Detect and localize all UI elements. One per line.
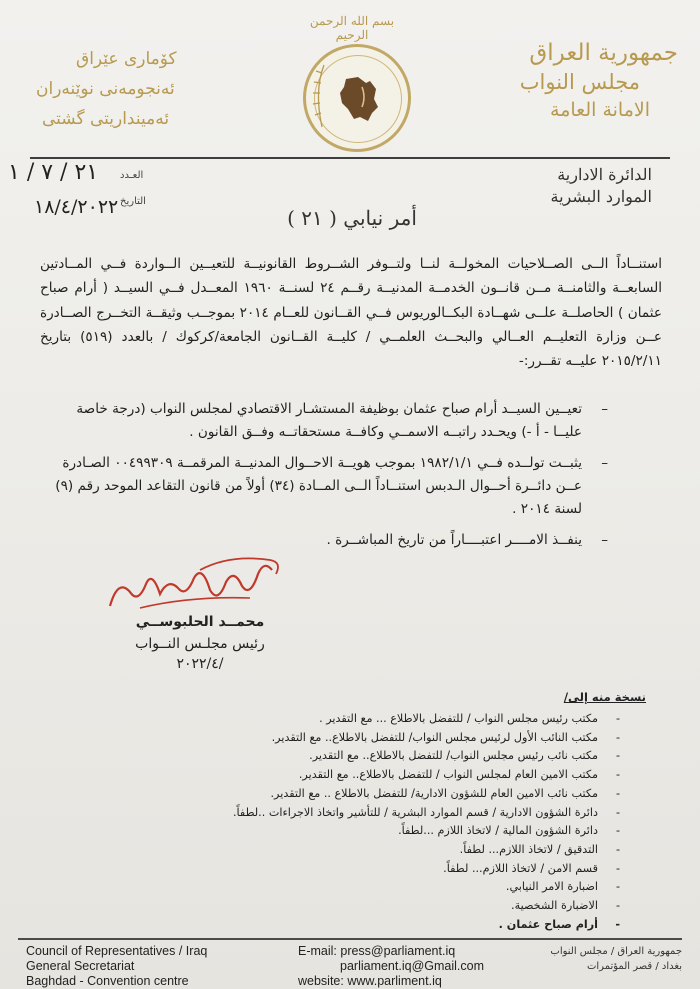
cc-item: - مكتب النائب الأول لرئيس مجلس النواب/ للتفضل بالاطلاع.. مع التقدير. [271,730,620,744]
footer-secretariat: General Secretariat [26,959,135,973]
header-kurdish [36,44,236,134]
department-hr: الموارد البشرية [550,187,652,206]
signatory-title: رئيس مجلـس النــواب [135,636,265,652]
header-secretariat: الامانة العامة [550,99,650,121]
cc-heading: نسخة منه إلى/ [563,690,646,704]
cc-list [200,710,620,934]
cc-item: - مكتب نائب الامين العام للشؤون الادارية/ للتفضل بالاطلاع .. مع التقدير. [270,786,620,800]
handwritten-signature-icon [100,548,300,618]
footer-country-ar: جمهورية العراق / مجلس النواب [550,946,682,957]
reference-date-label: التاريخ [120,196,146,207]
cc-item: - مكتب رئيس مجلس النواب / للتفضل بالاطلاع ... مع التقدير . [319,712,620,725]
order-item: – تعيــين السيــد أرام صباح عثمان بوظيفة المستشـار الاقتصادي لمجلس النواب (درجة خاصة عليــا - أ -) ويحـدد راتبــه الاسمــي وكافــة مستحقاتــه وفــق القانون . [76,401,608,440]
footer-council: Council of Representatives / Iraq [26,944,208,958]
reference-date: ١٨/٤/٢٠٢٢ [34,196,119,218]
order-item: – ينفــذ الامــــر اعتبــــاراً من تاريخ المباشــرة . [326,532,608,548]
header-country: جمهورية العراق [529,40,678,66]
signature-date: ٢٠٢٢/٤/ [176,656,224,672]
department-admin: الدائرة الادارية [557,165,652,184]
footer-email-alt[interactable]: parliament.iq@Gmail.com [340,959,484,973]
footer-location: Baghdad - Convention centre [26,974,189,988]
cc-item: - مكتب نائب رئيس مجلس النواب/ للتفضل بالاطلاع.. مع التقدير. [309,749,620,763]
order-body [40,252,662,373]
cc-item: - دائرة الشؤون المالية / لاتخاذ اللازم ...لطفاً. [398,824,620,838]
reference-number: ٢١ / ٧ / ١ [8,160,99,185]
cc-item: - اضبارة الامر النيابي. [505,880,620,894]
footer-contact [298,944,484,989]
cc-item: - دائرة الشؤون الادارية / قسم الموارد البشرية / للتأشير واتخاذ الاجراءات ..لطفاً. [232,805,620,819]
department-label [551,164,653,208]
header-council: مجلس النواب [519,70,640,94]
header-kurdish-secretariat: ئەمینداریتی گشتی [42,109,170,129]
cc-item: - التدقيق / لاتخاذ اللازم... لطفاً. [459,842,620,856]
footer-address-en [26,944,207,989]
cc-item: - أرام صباح عثمان . [498,917,620,931]
order-item: – يثبــت تولــده فــي ١٩٨٢/١/١ بموجب هويــة الاحــوال المدنيــة المرقمــة ٠٠٤٩٩٣٠٩ الصـادرة عــن دائــرة أحــوال الـدبس استنــاداً الــى المــادة (٣٤) أولاً من قانون التقاعد الموحد رقم (٩) لسنة ٢٠١٤ . [55,455,608,517]
footer-website[interactable]: website: www.parliment.iq [298,974,442,988]
footer-address-ar [550,944,682,974]
cc-item: - مكتب الامين العام لمجلس النواب / للتفضل بالاطلاع.. مع التقدير. [298,768,620,782]
cc-item: - قسم الامن / لاتخاذ اللازم... لطفاً. [443,861,620,875]
header-kurdish-country: كۆمارى عێراق [76,49,177,69]
header-arabic [478,38,678,124]
parliament-emblem-icon [303,44,411,152]
footer-divider [18,938,682,940]
footer-email[interactable]: E-mail: press@parliament.iq [298,944,456,958]
reference-number-label: العـدد [120,170,144,181]
order-title: أمر نيابي ( ٢١ ) [287,206,417,230]
order-body-paragraph: استنــاداً الــى الصــلاحيات المخولــة لنــا ولتــوفر الشــروط القانونيــة للتعيــين الــواردة فــي المــادتين السابعــة والثامنــة مــن قانــون الخدمــة المدنيــة رقــم ٢٤ لسنــة ١٩٦٠ المعــدل فــي السيــد ( أرام صباح عثمان ) الحاصلــة علــى شهــادة البكــالوريوس فــي القــانون للعــام ٢٠١٤ بموجــب وثيقــة التخــرج الصــادرة عــن وزارة التعليــم العــالي والبحــث العلمــي / كليــة القــانون الجامعة/كركوك / بالعدد (٥١٩) بتاريخ ٢٠١٥/٢/١١ عليــه تقــرر:- [40,256,662,370]
cc-item: - الاضبارة الشخصية. [511,899,620,913]
footer-location-ar: بغداد / قصر المؤتمرات [586,961,682,972]
signatory-name: محمــد الحلبوســي [135,614,265,630]
header-kurdish-council: ئەنجومەنی نوێنەران [36,79,175,99]
basmala: بسم الله الرحمن الرحيم [309,14,395,42]
header-divider [30,157,670,159]
order-items [48,398,608,560]
